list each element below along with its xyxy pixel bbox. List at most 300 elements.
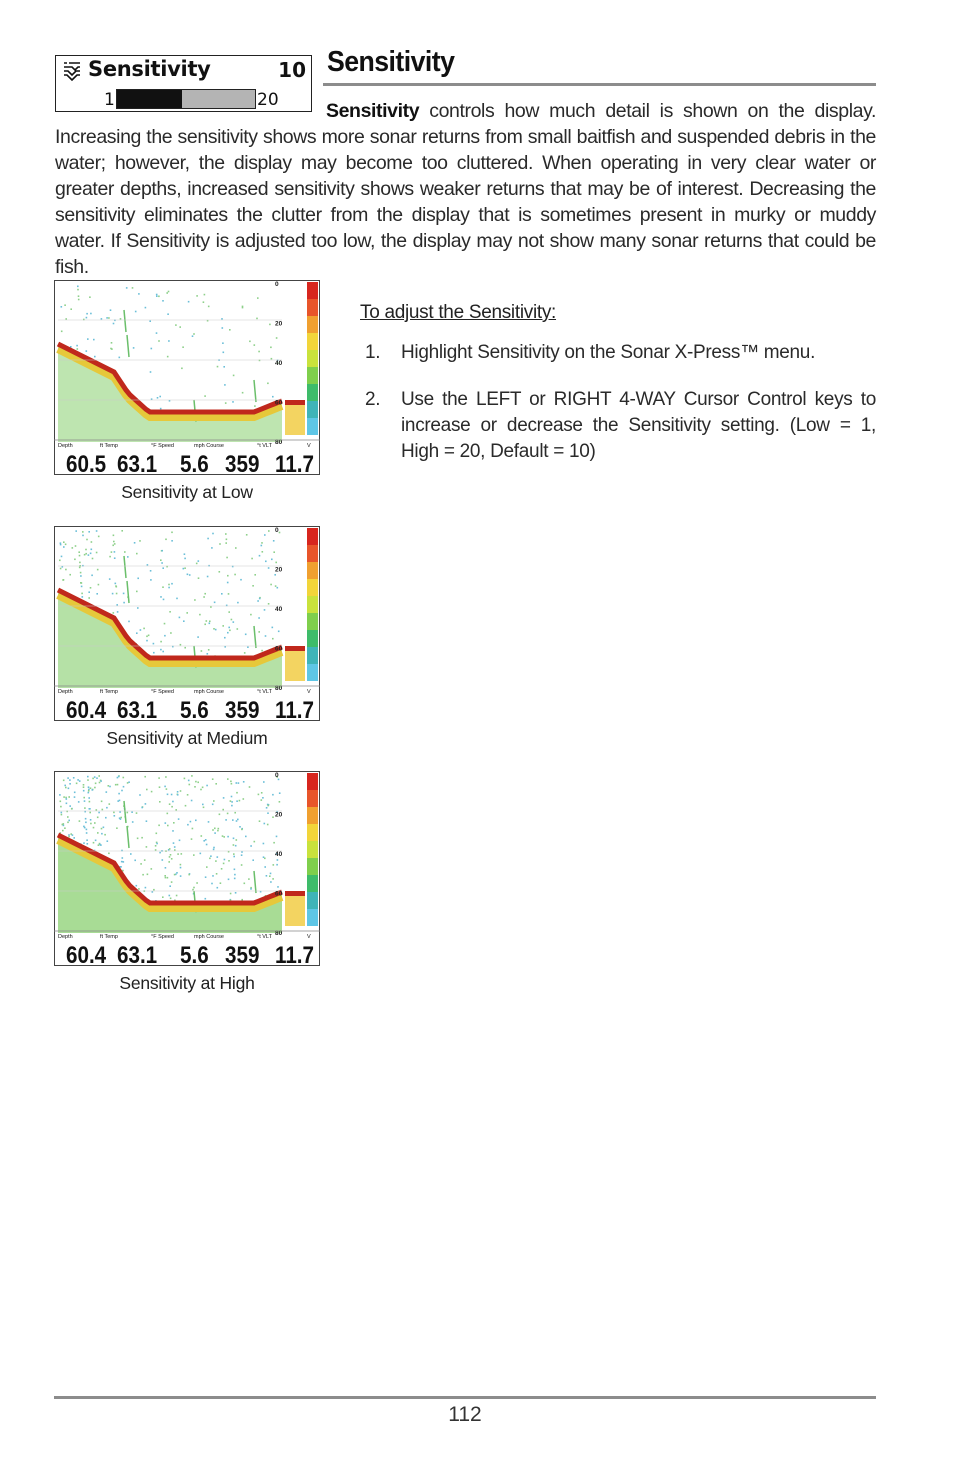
sonar-clutter (121, 861, 123, 863)
sonar-clutter (60, 801, 62, 803)
color-bar-segment (307, 333, 318, 350)
sonar-clutter (227, 813, 229, 815)
depth-scale-label: 20 (275, 811, 283, 819)
readout-label: Depth (58, 443, 73, 449)
readout-value: 359 (225, 450, 260, 475)
sonar-clutter (90, 587, 92, 589)
sonar-clutter (234, 869, 236, 871)
sonar-clutter (155, 845, 157, 847)
sonar-clutter (203, 596, 205, 598)
sonar-clutter (86, 832, 88, 834)
sonar-clutter (123, 861, 125, 863)
sonar-clutter (209, 858, 211, 860)
sonar-clutter (111, 342, 113, 344)
sonar-clutter (171, 583, 173, 585)
sonar-clutter (93, 339, 95, 341)
sonar-clutter (257, 600, 259, 602)
sonar-clutter (77, 289, 79, 291)
sonar-clutter (60, 806, 62, 808)
color-bar-segment (307, 647, 318, 664)
sonar-clutter (199, 614, 201, 616)
sonar-clutter (272, 627, 274, 629)
sonar-clutter (118, 776, 120, 778)
color-bar-segment (307, 282, 318, 299)
sonar-clutter (83, 784, 85, 786)
sonar-clutter (212, 804, 214, 806)
sonar-clutter (221, 868, 223, 870)
sonar-clutter (233, 375, 235, 377)
sonar-clutter (95, 840, 97, 842)
sonar-clutter (170, 632, 172, 634)
sonar-clutter (79, 780, 81, 782)
sonar-clutter (81, 586, 83, 588)
sonar-clutter (96, 530, 98, 532)
sonar-clutter (150, 570, 152, 572)
sonar-clutter (231, 796, 233, 798)
sonar-clutter (173, 822, 175, 824)
sonar-clutter (109, 556, 111, 558)
sonar-clutter (145, 887, 147, 889)
sonar-clutter (254, 344, 256, 346)
sonar-clutter (88, 554, 90, 556)
sonar-clutter (90, 819, 92, 821)
sonar-clutter (277, 859, 279, 861)
sonar-clutter (155, 849, 157, 851)
footer-divider (54, 1396, 876, 1399)
sonar-clutter (137, 607, 139, 609)
color-bar-segment (307, 418, 318, 435)
sonar-clutter (119, 811, 121, 813)
sonar-clutter (222, 327, 224, 329)
sonar-clutter (176, 872, 178, 874)
sonar-clutter (206, 866, 208, 868)
sonar-clutter (97, 817, 99, 819)
sonar-clutter (236, 782, 238, 784)
sonar-clutter (279, 792, 281, 794)
sonar-clutter (228, 593, 230, 595)
sonar-clutter (168, 587, 170, 589)
sonar-clutter (272, 878, 274, 880)
sonar-clutter (184, 567, 186, 569)
sonar-clutter (124, 551, 126, 553)
sonar-clutter (117, 784, 119, 786)
sonar-clutter (61, 306, 63, 308)
sonar-clutter (243, 781, 245, 783)
sonar-clutter (115, 784, 117, 786)
sonar-clutter (79, 555, 81, 557)
sonar-clutter (226, 539, 228, 541)
sonar-clutter (227, 836, 229, 838)
sonar-clutter (164, 875, 166, 877)
sonar-clutter (86, 350, 88, 352)
sonar-clutter (111, 551, 113, 553)
sonar-clutter (208, 821, 210, 823)
sonar-clutter (171, 858, 173, 860)
sonar-clutter (214, 832, 216, 834)
sonar-clutter (80, 572, 82, 574)
sonar-clutter (223, 352, 225, 354)
sonar-clutter (165, 539, 167, 541)
sonar-clutter (230, 800, 232, 802)
figure-caption: Sensitivity at Low (121, 482, 253, 502)
readout-value: 359 (225, 941, 260, 966)
sonar-clutter (272, 816, 274, 818)
sonar-clutter (272, 794, 274, 796)
sonar-clutter (96, 552, 98, 554)
sonar-clutter (167, 877, 169, 879)
sonar-clutter (114, 815, 116, 817)
sonar-clutter (90, 553, 92, 555)
sonar-clutter (93, 827, 95, 829)
sonar-clutter (193, 854, 195, 856)
sonar-clutter (263, 781, 265, 783)
sonar-clutter (146, 636, 148, 638)
sonar-clutter (187, 574, 189, 576)
color-bar-segment (307, 841, 318, 858)
sonar-clutter (65, 544, 67, 546)
sonar-clutter (181, 368, 183, 370)
color-bar-segment (307, 350, 318, 367)
sonar-clutter (245, 836, 247, 838)
sonar-clutter (236, 800, 238, 802)
sonar-clutter (109, 786, 111, 788)
sonar-clutter (279, 532, 281, 534)
sonar-clutter (78, 295, 80, 297)
sonar-clutter (174, 874, 176, 876)
sonar-clutter (239, 800, 241, 802)
sonar-clutter (234, 878, 236, 880)
sonar-clutter (223, 863, 225, 865)
sonar-clutter (267, 805, 269, 807)
sonar-clutter (276, 864, 278, 866)
sonar-clutter (222, 342, 224, 344)
sonar-clutter (213, 847, 215, 849)
sonar-clutter (170, 898, 172, 900)
sonar-clutter (66, 798, 68, 800)
color-bar-segment (307, 630, 318, 647)
sonar-clutter (264, 609, 266, 611)
sonar-clutter (94, 356, 96, 358)
sonar-clutter (140, 863, 142, 865)
sonar-clutter (179, 617, 181, 619)
sonar-clutter (162, 300, 164, 302)
sonar-clutter (158, 777, 160, 779)
sonar-clutter (81, 593, 83, 595)
sonar-clutter (128, 621, 130, 623)
sonar-clutter (69, 779, 71, 781)
sonar-clutter (247, 646, 249, 648)
sonar-clutter (62, 830, 64, 832)
sonar-clutter (99, 782, 101, 784)
sonar-clutter (220, 882, 222, 884)
sonar-clutter (197, 782, 199, 784)
depth-scale-label: 0 (275, 527, 279, 534)
sonar-clutter (159, 852, 161, 854)
sonar-clutter (272, 396, 274, 398)
sonar-clutter (195, 820, 197, 822)
sonar-clutter (196, 882, 198, 884)
sonar-clutter (136, 632, 138, 634)
sonar-clutter (164, 635, 166, 637)
sonar-clutter (145, 307, 147, 309)
sonar-clutter (82, 531, 84, 533)
instructions-heading: To adjust the Sensitivity: (360, 302, 557, 323)
sonar-clutter (59, 794, 61, 796)
sonar-clutter (146, 820, 148, 822)
readout-label: V (307, 934, 311, 940)
sonar-clutter (230, 893, 232, 895)
sonar-clutter (276, 337, 278, 339)
sonar-clutter (143, 628, 145, 630)
sonar-clutter (235, 845, 237, 847)
sonar-clutter (116, 586, 118, 588)
sonar-clutter (59, 560, 61, 562)
sonar-clutter (233, 844, 235, 846)
sonar-clutter (74, 796, 76, 798)
sonar-clutter (63, 796, 65, 798)
sonar-clutter (231, 805, 233, 807)
sonar-clutter (196, 563, 198, 565)
sonar-clutter (231, 801, 233, 803)
sonar-clutter (162, 567, 164, 569)
sonar-clutter (207, 653, 209, 655)
sonar-clutter (120, 817, 122, 819)
sonar-clutter (201, 835, 203, 837)
sonar-clutter (175, 809, 177, 811)
sonar-clutter (117, 800, 119, 802)
sonar-clutter (118, 793, 120, 795)
color-bar-segment (307, 545, 318, 562)
sonar-clutter (172, 830, 174, 832)
depth-scale-label: 20 (275, 566, 283, 574)
sonar-clutter (159, 396, 161, 398)
sonar-clutter (82, 596, 84, 598)
sonar-clutter (107, 840, 109, 842)
sonar-clutter (168, 861, 170, 863)
readout-label: °F Speed (151, 934, 174, 940)
sonar-clutter (191, 838, 193, 840)
sonar-clutter (158, 340, 160, 342)
sonar-clutter (225, 542, 227, 544)
readout-value: 60.4 (66, 941, 107, 966)
readout-label: ft Temp (100, 689, 118, 695)
sonar-clutter (235, 892, 237, 894)
sonar-clutter (98, 536, 100, 538)
sonar-clutter (250, 888, 252, 890)
sonar-clutter (259, 598, 261, 600)
sonar-clutter (136, 553, 138, 555)
sonar-clutter (221, 318, 223, 320)
sonar-clutter (241, 899, 243, 901)
sonar-clutter (70, 308, 72, 310)
sonar-clutter (273, 842, 275, 844)
sonar-clutter (67, 816, 69, 818)
sonar-clutter (272, 638, 274, 640)
sonar-clutter (224, 859, 226, 861)
readout-label: ft Temp (100, 443, 118, 449)
sonar-clutter (78, 801, 80, 803)
sonar-clutter (231, 783, 233, 785)
sonar-clutter (227, 778, 229, 780)
color-bar-segment (307, 824, 318, 841)
sonar-clutter (204, 395, 206, 397)
sonar-clutter (81, 582, 83, 584)
readout-label: °F Speed (151, 443, 174, 449)
sonar-clutter (156, 843, 158, 845)
sonar-clutter (233, 838, 235, 840)
sonar-clutter (86, 317, 88, 319)
sonar-clutter (174, 849, 176, 851)
color-bar-segment (307, 909, 318, 926)
readout-label: °F Speed (151, 689, 174, 695)
sonar-clutter (238, 782, 240, 784)
sonar-clutter (202, 804, 204, 806)
sonar-clutter (270, 881, 272, 883)
sonar-clutter (232, 819, 234, 821)
sonar-clutter (193, 333, 195, 335)
sonar-clutter (93, 842, 95, 844)
sonar-clutter (72, 547, 74, 549)
sonar-clutter (83, 797, 85, 799)
sonar-clutter (243, 798, 245, 800)
color-bar-segment (307, 367, 318, 384)
sonar-column (285, 646, 305, 681)
sonar-clutter (91, 575, 93, 577)
sonar-clutter (98, 775, 100, 777)
sonar-clutter (92, 558, 94, 560)
page-number: 112 (448, 1403, 482, 1426)
sonar-clutter (207, 576, 209, 578)
sonar-clutter (87, 779, 89, 781)
sonar-clutter (78, 299, 80, 301)
sonar-clutter (150, 371, 152, 373)
sonar-fish-icon (62, 60, 82, 82)
sonar-clutter (167, 313, 169, 315)
sonar-clutter (159, 801, 161, 803)
readout-label: ft Temp (100, 934, 118, 940)
sonar-clutter (165, 822, 167, 824)
figure-caption: Sensitivity at High (119, 973, 255, 993)
sonar-clutter (165, 776, 167, 778)
sonar-clutter (236, 820, 238, 822)
sonar-clutter (104, 834, 106, 836)
sonar-clutter (235, 547, 237, 549)
sonar-clutter (94, 822, 96, 824)
sonar-clutter (228, 879, 230, 881)
sonar-clutter (223, 836, 225, 838)
sonar-clutter (176, 895, 178, 897)
sonar-clutter (263, 843, 265, 845)
sonar-clutter (270, 347, 272, 349)
sonar-clutter (171, 532, 173, 534)
sonar-clutter (86, 829, 88, 831)
intro-lead: Sensitivity (326, 100, 420, 122)
sonar-clutter (145, 803, 147, 805)
sonar-clutter (69, 783, 71, 785)
color-bar-segment (307, 858, 318, 875)
sonar-clutter (231, 619, 233, 621)
sonar-clutter (65, 787, 67, 789)
instruction-step (360, 340, 876, 366)
sonar-clutter (88, 792, 90, 794)
sonar-clutter (105, 817, 107, 819)
sonar-clutter (236, 839, 238, 841)
sonar-clutter (75, 545, 77, 547)
sonar-clutter (90, 823, 92, 825)
sonar-clutter (268, 530, 270, 532)
sonar-clutter (168, 291, 170, 293)
sonar-clutter (103, 827, 105, 829)
sonar-clutter (237, 602, 239, 604)
figure-high (54, 771, 320, 994)
sonar-clutter (204, 624, 206, 626)
sonar-clutter (117, 611, 119, 613)
sonar-clutter (113, 535, 115, 537)
sonar-clutter (266, 875, 268, 877)
sonar-clutter (186, 612, 188, 614)
sonar-clutter (216, 873, 218, 875)
sonar-clutter (98, 584, 100, 586)
sonar-clutter (242, 392, 244, 394)
sonar-clutter (160, 649, 162, 651)
sonar-clutter (165, 877, 167, 879)
sonar-clutter (131, 811, 133, 813)
sonar-clutter (239, 826, 241, 828)
sonar-clutter (137, 838, 139, 840)
sonar-clutter (162, 651, 164, 653)
instruction-step (360, 387, 876, 465)
sonar-clutter (258, 617, 260, 619)
step-number: 2. (365, 389, 381, 410)
sonar-column-bottom (285, 400, 305, 405)
depth-scale-label: 40 (275, 360, 283, 367)
sonar-clutter (205, 898, 207, 900)
sonar-clutter (214, 602, 216, 604)
sonar-clutter (184, 778, 186, 780)
sonar-clutter (106, 791, 108, 793)
sonar-clutter (71, 808, 73, 810)
depth-scale-label: 0 (275, 772, 279, 779)
sonar-clutter (132, 287, 134, 289)
sonar-clutter (262, 551, 264, 553)
sonar-clutter (213, 800, 215, 802)
sonar-clutter (258, 631, 260, 633)
sonar-clutter (228, 627, 230, 629)
sonar-clutter (89, 812, 91, 814)
sonar-clutter (227, 575, 229, 577)
sonar-clutter (84, 554, 86, 556)
sonar-clutter (192, 889, 194, 891)
sonar-clutter (136, 591, 138, 593)
sonar-clutter (123, 786, 125, 788)
sonar-clutter (89, 296, 91, 298)
readout-value: 60.5 (66, 450, 107, 475)
depth-scale-label: 60 (275, 890, 283, 898)
sonar-clutter (163, 599, 165, 601)
step-text: Use the LEFT or RIGHT 4-WAY Cursor Control keys to increase or decrease the Sensitivity setting. (Low = 1, High = 20, Default = 10) (401, 389, 876, 462)
readout-value: 63.1 (117, 941, 158, 966)
sonar-clutter (132, 821, 134, 823)
sonar-clutter (261, 542, 263, 544)
sonar-clutter (172, 801, 174, 803)
sonar-clutter (101, 833, 103, 835)
sonar-clutter (223, 366, 225, 368)
sonar-clutter (267, 812, 269, 814)
sonar-clutter (257, 297, 259, 299)
sonar-clutter (63, 546, 65, 548)
slider-max-label: 20 (257, 90, 279, 110)
readout-label: Depth (58, 689, 73, 695)
